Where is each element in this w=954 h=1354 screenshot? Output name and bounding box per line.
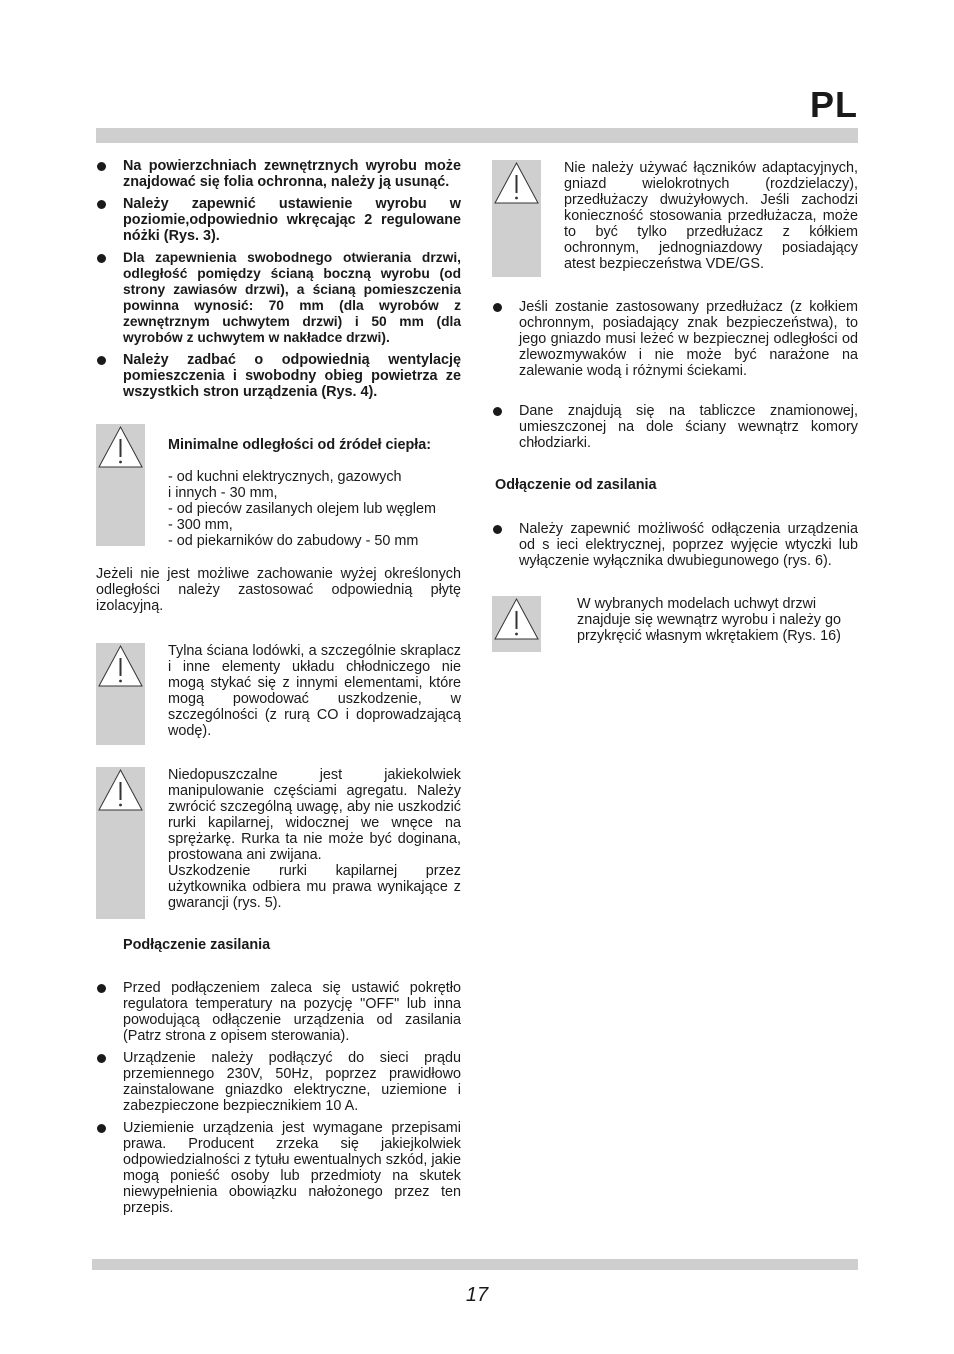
warning-sidebar bbox=[492, 596, 541, 652]
distance-line: - od kuchni elektrycznych, gazowych bbox=[168, 469, 402, 485]
list-item: Dla zapewnienia swobodnego otwierania drzwi, odległość pomiędzy ścianą boczną wyrobu (od strony zawiasów drzwi), a ścianą pomieszczenia powinna wynosić: 70 mm (dla wyrobów z zewnętrznym uchwytem drzwi) i 50 mm (dla wyrobów z uchwytem w nakładce drzwi). bbox=[96, 250, 461, 346]
warning-paragraph: Niedopuszczalne jest jakiekolwiek manipulowanie częściami agregatu. Należy zwrócić szczególną uwagę, aby nie uszkodzić rurki kapilarnej, widocznej we wnęce na sprężarkę. Rurka ta nie może być doginana, prostowana ani zwijana. bbox=[168, 767, 461, 863]
distance-line: - od pieców zasilanych olejem lub węglem bbox=[168, 501, 436, 517]
left-column bbox=[96, 158, 461, 1222]
footer-rule bbox=[92, 1259, 858, 1270]
list-item: Na powierzchniach zewnętrznych wyrobu może znajdować się folia ochronna, należy ją usunąć. bbox=[96, 158, 461, 190]
language-code: PL bbox=[809, 84, 858, 125]
list-item: Przed podłączeniem zaleca się ustawić pokrętło regulatora temperatury na pozycję "OFF" lub inna powodującą odłączenie urządzenia od zasilania (Patrz strona z opisem sterowania). bbox=[96, 980, 461, 1044]
list-item: Urządzenie należy podłączyć do sieci prądu przemiennego 230V, 50Hz, poprzez prawidłowo zainstalowane gniazdko elektryczne, uziemione i zabezpieczone bezpiecznikiem 10 A. bbox=[96, 1050, 461, 1114]
warning-paragraph: W wybranych modelach uchwyt drzwi znajduje się wewnątrz wyrobu i należy go przykręcić własnym wkrętakiem (Rys. 16) bbox=[577, 596, 841, 644]
warning-text bbox=[168, 767, 461, 911]
warning-box-rear-wall bbox=[96, 643, 461, 745]
warning-box-aggregate bbox=[96, 767, 461, 919]
warning-triangle-icon bbox=[97, 644, 144, 688]
list-item: Należy zapewnić możliwość odłączenia urządzenia od s ieci elektrycznej, poprzez wyjęcie wtyczki lub wyłączenie wyłącznika dwubiegunowego (rys. 6). bbox=[492, 521, 858, 569]
header-rule bbox=[96, 128, 858, 143]
warning-sidebar bbox=[96, 643, 145, 745]
insulation-paragraph: Jeżeli nie jest możliwe zachowanie wyżej określonych odległości należy zastosować odpowiednią płytę izolacyjną. bbox=[96, 566, 461, 614]
list-item: Należy zapewnić ustawienie wyrobu w poziomie,odpowiednio wkręcając 2 regulowane nóżki (Rys. 3). bbox=[96, 196, 461, 244]
warning-sidebar bbox=[492, 160, 541, 277]
warning-text bbox=[168, 424, 461, 549]
right-column bbox=[492, 160, 858, 656]
section-title-power-connection: Podłączenie zasilania bbox=[123, 937, 271, 953]
warning-triangle-icon bbox=[493, 161, 540, 205]
list-item: Uziemienie urządzenia jest wymagane przepisami prawa. Producent zrzeka się jakiejkolwiek odpowiedzialności z tytułu ewentualnych szkód, jakie mogą ponieść osoby lub przedmioty na skutek niewypełnienia obowiązku nałożonego przez ten przepis. bbox=[96, 1120, 461, 1216]
warning-title: Minimalne odległości od źródeł ciepła: bbox=[168, 437, 432, 453]
warning-sidebar bbox=[96, 767, 145, 919]
warning-text bbox=[564, 160, 858, 272]
list-item: Dane znajdują się na tabliczce znamionowej, umieszczonej na dole ściany wewnątrz komory chłodziarki. bbox=[492, 403, 858, 451]
warning-paragraph: Uszkodzenie rurki kapilarnej przez użytkownika odbiera mu prawa wynikające z gwarancji (rys. 5). bbox=[168, 863, 461, 911]
distance-line: - od piekarników do zabudowy - 50 mm bbox=[168, 533, 419, 549]
warning-text bbox=[168, 643, 461, 739]
warning-triangle-icon bbox=[97, 768, 144, 812]
warning-triangle-icon bbox=[493, 597, 540, 641]
page-number: 17 bbox=[465, 1284, 489, 1306]
warning-paragraph: Tylna ściana lodówki, a szczególnie skraplacz i inne elementy układu chłodniczego nie mogą stykać się z innymi elementami, które mogą powodować uszkodzenie, w szczególności (z rurą CO i doprowadzającą wodę). bbox=[168, 643, 461, 739]
distance-line: - 300 mm, bbox=[168, 517, 233, 533]
warning-triangle-icon bbox=[97, 425, 144, 469]
warning-box-adapters bbox=[492, 160, 858, 277]
warning-box-heat-distances bbox=[96, 424, 461, 549]
list-item: Jeśli zostanie zastosowany przedłużacz (z kołkiem ochronnym, posiadający znak bezpieczeństwa), to jego gniazdo musi leżeć w bezpiecznej odległości od zlewozmywaków i nie może być narażone na zalewanie wodą i różnymi ściekami. bbox=[492, 299, 858, 379]
warning-box-door-handle bbox=[492, 596, 858, 656]
warning-text bbox=[577, 596, 858, 644]
list-item: Należy zadbać o odpowiednią wentylację pomieszczenia i swobodny obieg powietrza ze wszystkich stron urządzenia (Rys. 4). bbox=[96, 352, 461, 400]
distance-line: i innych - 30 mm, bbox=[168, 485, 278, 501]
section-title-power-disconnection: Odłączenie od zasilania bbox=[495, 477, 657, 493]
warning-paragraph: Nie należy używać łączników adaptacyjnych, gniazd wielokrotnych (rozdzielaczy), przedłużaczy dwużyłowych. Jeśli zachodzi konieczność stosowania przedłużacza, może to być tylko przedłużacz z kółkiem ochronnym, jednogniazdowy posiadający atest bezpieczeństwa VDE/GS. bbox=[564, 160, 858, 272]
warning-sidebar bbox=[96, 424, 145, 546]
